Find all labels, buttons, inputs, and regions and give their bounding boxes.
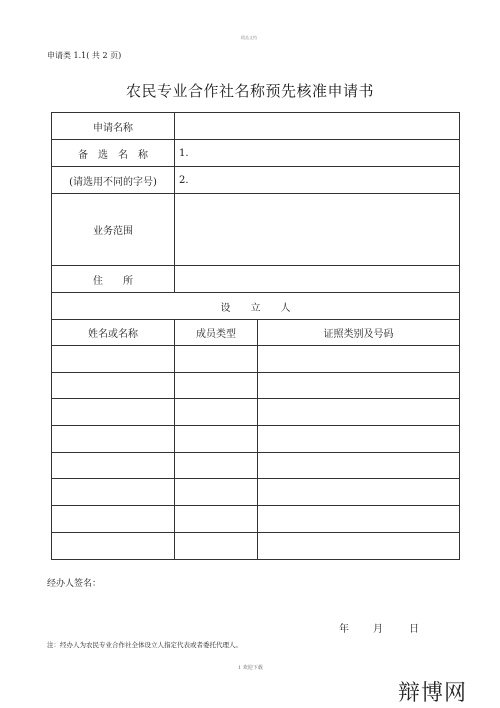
date-year-label: 年 xyxy=(339,624,349,635)
founder-name-cell[interactable] xyxy=(52,372,175,399)
founders-heading: 设 立 人 xyxy=(52,293,460,320)
founder-id-cell[interactable] xyxy=(258,426,460,453)
founder-row xyxy=(52,426,460,453)
founder-member-type-cell[interactable] xyxy=(175,506,258,533)
founder-name-cell[interactable] xyxy=(52,506,175,533)
alt-names-hint: (请选用不同的字号) xyxy=(52,167,175,194)
col-id-header: 证照类别及号码 xyxy=(258,320,460,346)
page-number: 1 欢迎下载 xyxy=(238,665,263,671)
founder-id-cell[interactable] xyxy=(258,452,460,479)
founder-name-cell[interactable] xyxy=(52,479,175,506)
col-member-type-header: 成员类型 xyxy=(175,320,258,346)
row-alt-name-1 xyxy=(52,140,460,167)
address-label: 住 所 xyxy=(52,266,175,293)
row-business-scope xyxy=(52,194,460,266)
alt-name-2-field[interactable]: 2. xyxy=(175,167,460,194)
founder-id-cell[interactable] xyxy=(258,506,460,533)
founder-id-cell[interactable] xyxy=(258,532,460,559)
founder-row xyxy=(52,346,460,373)
founder-member-type-cell[interactable] xyxy=(175,479,258,506)
address-field[interactable] xyxy=(175,266,460,293)
application-form-table xyxy=(51,112,460,560)
row-alt-name-2 xyxy=(52,167,460,194)
founder-name-cell[interactable] xyxy=(52,346,175,373)
watermark-logo: 辩博网 xyxy=(398,681,468,706)
founder-row xyxy=(52,479,460,506)
founder-name-cell[interactable] xyxy=(52,426,175,453)
document-title: 农民专业合作社名称预先核准申请书 xyxy=(125,82,374,100)
founder-row xyxy=(52,372,460,399)
business-scope-label: 业务范围 xyxy=(52,194,175,266)
form-code: 申请类 1.1( 共 2 页) xyxy=(47,51,122,60)
alt-name-1-field[interactable]: 1. xyxy=(175,140,460,167)
date-month-label: 月 xyxy=(373,624,383,635)
founder-row xyxy=(52,532,460,559)
founder-row xyxy=(52,452,460,479)
alt-names-label: 备 选 名 称 xyxy=(52,140,175,167)
founder-id-cell[interactable] xyxy=(258,346,460,373)
founder-id-cell[interactable] xyxy=(258,479,460,506)
date-day-label: 日 xyxy=(409,624,419,635)
header-note: 精品文档 xyxy=(241,35,257,40)
founder-row xyxy=(52,399,460,426)
applicant-name-label: 申请名称 xyxy=(52,113,175,140)
founder-member-type-cell[interactable] xyxy=(175,532,258,559)
business-scope-field[interactable] xyxy=(175,194,460,266)
col-name-header: 姓名或名称 xyxy=(52,320,175,346)
founder-row xyxy=(52,506,460,533)
row-founders-heading xyxy=(52,293,460,320)
founder-id-cell[interactable] xyxy=(258,399,460,426)
founder-member-type-cell[interactable] xyxy=(175,372,258,399)
row-address xyxy=(52,266,460,293)
founder-member-type-cell[interactable] xyxy=(175,346,258,373)
row-applicant-name xyxy=(52,113,460,140)
founder-name-cell[interactable] xyxy=(52,452,175,479)
founder-member-type-cell[interactable] xyxy=(175,452,258,479)
footnote: 注：经办人为农民专业合作社全体设立人指定代表或者委托代理人。 xyxy=(47,641,242,649)
founder-member-type-cell[interactable] xyxy=(175,399,258,426)
founder-name-cell[interactable] xyxy=(52,399,175,426)
founder-member-type-cell[interactable] xyxy=(175,426,258,453)
signature-label: 经办人签名： xyxy=(47,579,102,589)
applicant-name-field[interactable] xyxy=(175,113,460,140)
founders-column-headers xyxy=(52,320,460,346)
founder-name-cell[interactable] xyxy=(52,532,175,559)
founder-id-cell[interactable] xyxy=(258,372,460,399)
